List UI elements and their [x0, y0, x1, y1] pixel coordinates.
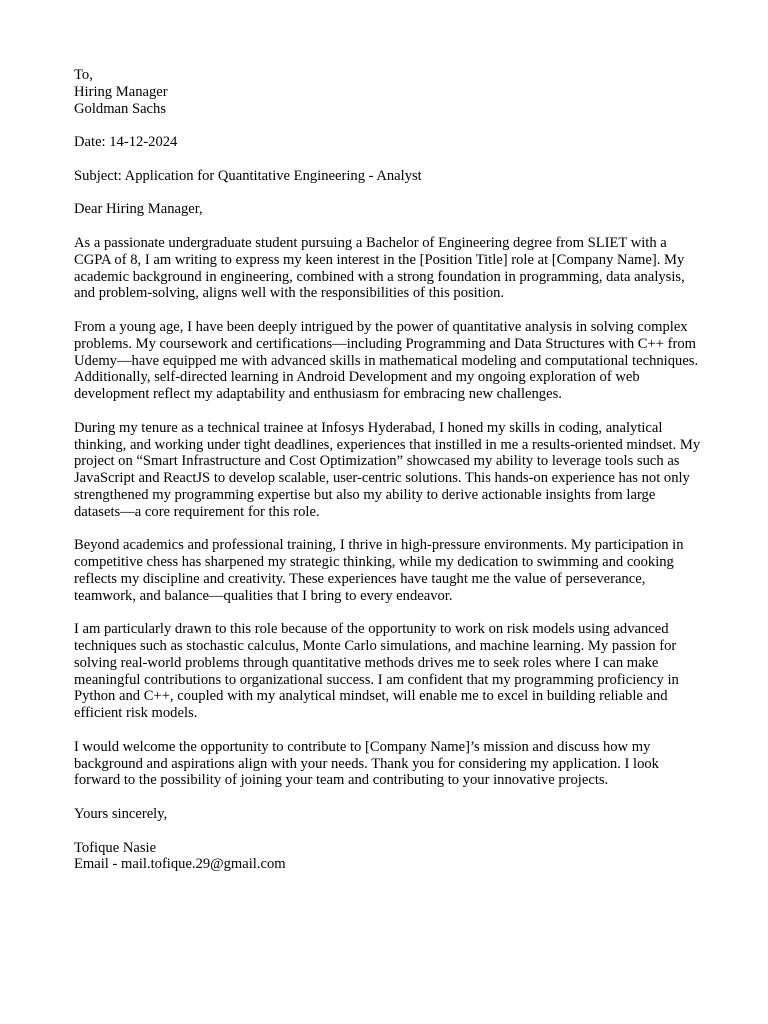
body-paragraph: I am particularly drawn to this role because of the opportunity to work on risk models using advanced techniques such as stochastic calculus, Monte Carlo simulations, and machine learning. My passion for solving real-world problems through quantitative methods drives me to seek roles where I can make meaningful contributions to organizational success. I am confident that my programming proficiency in Python and C++, coupled with my analytical mindset, will enable me to excel in building reliable and efficient risk models. — [74, 621, 679, 722]
signature-name: Tofique Nasie — [74, 839, 157, 856]
body-paragraph: During my tenure as a technical trainee at Infosys Hyderabad, I honed my skills in coding, analytical thinking, and working under tight deadlines, experiences that instilled in me a results-oriented mindset. My project on “Smart Infrastructure and Cost Optimization” showcased my ability to leverage tools such as JavaScript and ReactJS to develop scalable, user-centric solutions. This hands-on experience has not only strengthened my programming expertise but also my ability to derive actionable insights from large datasets—a core requirement for this role. — [74, 419, 701, 520]
letter-subject: Subject: Application for Quantitative Engineering - Analyst — [74, 167, 422, 184]
email-line: Email - mail.tofique.29@gmail.com — [74, 856, 286, 873]
cover-letter-page — [74, 67, 704, 873]
recipient-block — [74, 67, 704, 117]
body-paragraph: As a passionate undergraduate student pursuing a Bachelor of Engineering degree from SLIET with a CGPA of 8, I am writing to express my keen interest in the [Position Title] role at [Company Name]. My academic background in engineering, combined with a strong foundation in programming, data analysis, and problem-solving, aligns well with the responsibilities of this position. — [74, 234, 685, 302]
body-paragraph: Beyond academics and professional training, I thrive in high-pressure environments. My participation in competitive chess has sharpened my strategic thinking, while my dedication to swimming and cooking reflects my discipline and creativity. These experiences have taught me the value of perseverance, teamwork, and balance—qualities that I bring to every endeavor. — [74, 537, 684, 604]
salutation: Dear Hiring Manager, — [74, 201, 203, 218]
body-paragraph: From a young age, I have been deeply intrigued by the power of quantitative analysis in solving complex problems. My coursework and certifications—including Programming and Data Structures with C++ from Udemy—have equipped me with advanced skills in mathematical modeling and computational techniques. Additionally, self-directed learning in Android Development and my ongoing exploration of web development reflect my adaptability and enthusiasm for embracing new challenges. — [74, 318, 699, 403]
body-paragraph: I would welcome the opportunity to contribute to [Company Name]’s mission and discuss how my background and aspirations align with your needs. Thank you for considering my application. I look forward to the possibility of joining your team and contributing to your innovative projects. — [74, 738, 659, 789]
closing: Yours sincerely, — [74, 806, 168, 823]
company-name: Goldman Sachs — [74, 100, 167, 117]
to-line: To, — [74, 67, 93, 83]
letter-date: Date: 14-12-2024 — [74, 134, 178, 151]
recipient-name: Hiring Manager — [74, 83, 168, 100]
